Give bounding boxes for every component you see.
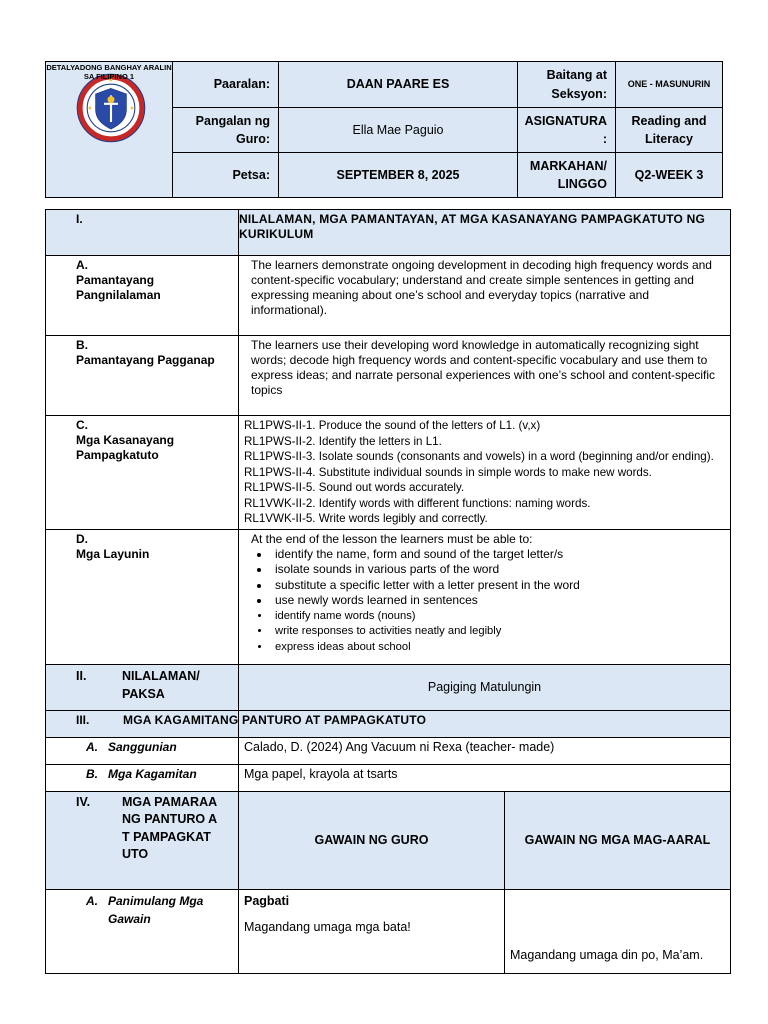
paaralan-label: Paaralan: xyxy=(173,62,279,108)
list-item: • substitute a specific letter with a letter present in the word xyxy=(271,578,725,594)
section-1-title: NILALAMAN, MGA PAMANTAYAN, AT MGA KASANAYANG PAMPAGKATUTO NG KURIKULUM xyxy=(239,210,731,256)
section-4-number: IV. xyxy=(76,794,91,809)
letter-b3: B. xyxy=(86,766,98,781)
guro-activity xyxy=(239,889,505,973)
section-3-title xyxy=(123,710,731,737)
markahan-label: MARKAHAN/ LINGGO xyxy=(518,153,616,198)
panimulang-label: Panimulang Mga Gawain xyxy=(108,893,204,926)
paksa-value: Pagiging Matulungin xyxy=(239,664,731,710)
baitang-label: Baitang at Seksyon: xyxy=(518,62,616,108)
sanggunian-value: Calado, D. (2024) Ang Vacuum ni Rexa (teacher- made) xyxy=(239,737,731,764)
letter-b: B. xyxy=(76,338,88,352)
section-2-title: NILALAMAN/ PAKSA xyxy=(122,668,200,701)
section-1-number: I. xyxy=(46,210,239,256)
asignatura-label: ASIGNATURA : xyxy=(518,108,616,153)
pagganap-content: The learners use their developing word knowledge in automatically recognizing sight words; decode high frequency words and content-specific vocabulary and use them to express ideas; and narrate personal experiences with one’s school and content-specific topics xyxy=(239,336,731,416)
label-d-text: Mga Layunin xyxy=(76,546,150,561)
list-item: RL1VWK-II-5. Write words legibly and correctly. xyxy=(244,512,488,525)
section-2-row xyxy=(46,664,731,710)
guro-greeting: Magandang umaga mga bata! xyxy=(244,919,411,934)
section-3-header xyxy=(46,710,731,737)
label-c xyxy=(46,416,239,530)
row-panimulang-gawain xyxy=(46,889,731,973)
section-3-title-text: MGA KAGAMITANG PANTURO AT PAMPAGKATUTO xyxy=(123,712,427,727)
list-item: RL1VWK-II-2. Identify words with different functions: naming words. xyxy=(244,496,591,510)
list-item: • isolate sounds in various parts of the word xyxy=(271,562,725,578)
petsa-value: SEPTEMBER 8, 2025 xyxy=(279,153,518,198)
paaralan-value: DAAN PAARE ES xyxy=(279,62,518,108)
list-item: • identify the name, form and sound of the target letter/s xyxy=(271,547,725,563)
list-item: RL1PWS-II-3. Isolate sounds (consonants and vowels) in a word (beginning and/or ending). xyxy=(244,450,714,463)
list-item: • identify name words (nouns) xyxy=(271,609,725,625)
row-kasanayang-pampagkatuto xyxy=(46,416,731,530)
label-b xyxy=(46,336,239,416)
col-gawain-mag-aaral: GAWAIN NG MGA MAG-AARAL xyxy=(505,791,731,889)
label-b-text: Pamantayang Pagganap xyxy=(76,353,215,367)
section-3-number: III. xyxy=(46,710,239,737)
section-1-header xyxy=(46,210,731,256)
layunin-content xyxy=(239,529,731,664)
list-item: RL1PWS-II-4. Substitute individual sounds in simple words to make new words. xyxy=(244,465,652,479)
header-table xyxy=(45,61,723,198)
asignatura-value: Reading and Literacy xyxy=(616,108,723,153)
lesson-plan-table xyxy=(45,209,731,974)
logo-cell xyxy=(46,62,173,198)
section-4-label xyxy=(46,791,239,889)
list-item: • express ideas about school xyxy=(271,640,725,656)
pagbati-heading: Pagbati xyxy=(244,893,290,908)
pangnilalaman-content: The learners demonstrate ongoing development in decoding high frequency words and content-specific vocabulary; understand and create simple sentences in getting and expressing meaning about one’s school and everyday topics (narrative and informational). xyxy=(239,256,731,336)
section-4-header xyxy=(46,791,731,889)
row-mga-layunin xyxy=(46,529,731,664)
label-a xyxy=(46,256,239,336)
letter-a3: A. xyxy=(86,739,98,754)
kagamitan-value: Mga papel, krayola at tsarts xyxy=(239,764,731,791)
mag-aaral-greeting: Magandang umaga din po, Ma’am. xyxy=(505,889,731,973)
guro-value: Ella Mae Paguio xyxy=(279,108,518,153)
label-kagamitan xyxy=(46,764,239,791)
label-a-text: Pamantayang Pangnilalaman xyxy=(76,273,161,302)
section-2-label xyxy=(46,664,239,710)
markahan-value: Q2-WEEK 3 xyxy=(616,153,723,198)
letter-d: D. xyxy=(76,531,88,546)
row-pamantayang-pangnilalaman xyxy=(46,256,731,336)
baitang-value: ONE - MASUNURIN xyxy=(616,62,723,108)
label-panimulang xyxy=(46,889,239,973)
list-item: • write responses to activities neatly and legibly xyxy=(271,624,725,640)
petsa-label: Petsa: xyxy=(173,153,279,198)
kagamitan-label: Mga Kagamitan xyxy=(108,766,197,781)
list-item: RL1PWS-II-2. Identify the letters in L1. xyxy=(244,434,442,448)
row-pamantayang-pagganap xyxy=(46,336,731,416)
row-kagamitan xyxy=(46,764,731,791)
layunin-intro: At the end of the lesson the learners must be able to: xyxy=(251,531,533,546)
logo-caption: DETALYADONG BANGHAY ARALIN SA FILIPINO 1 xyxy=(46,63,172,81)
label-d xyxy=(46,529,239,664)
col-gawain-guro: GAWAIN NG GURO xyxy=(239,791,505,889)
list-item: • use newly words learned in sentences xyxy=(271,593,725,609)
layunin-list xyxy=(251,547,725,656)
deped-seal-icon xyxy=(76,73,146,143)
letter-a: A. xyxy=(76,258,88,272)
list-item: RL1PWS-II-1. Produce the sound of the letters of L1. (v,x) xyxy=(244,419,541,432)
guro-label: Pangalan ng Guro: xyxy=(173,108,279,153)
list-item: RL1PWS-II-5. Sound out words accurately. xyxy=(244,481,465,494)
row-sanggunian xyxy=(46,737,731,764)
label-sanggunian xyxy=(46,737,239,764)
label-c-text: Mga Kasanayang Pampagkatuto xyxy=(76,433,175,462)
letter-a4: A. xyxy=(86,893,98,908)
letter-c: C. xyxy=(76,418,88,432)
section-2-number: II. xyxy=(76,668,87,683)
kasanayang-list xyxy=(239,416,731,530)
sanggunian-label: Sanggunian xyxy=(108,739,177,754)
section-4-title: MGA PAMARAANG PANTURO AT PAMPAGKATUTO xyxy=(122,794,218,861)
